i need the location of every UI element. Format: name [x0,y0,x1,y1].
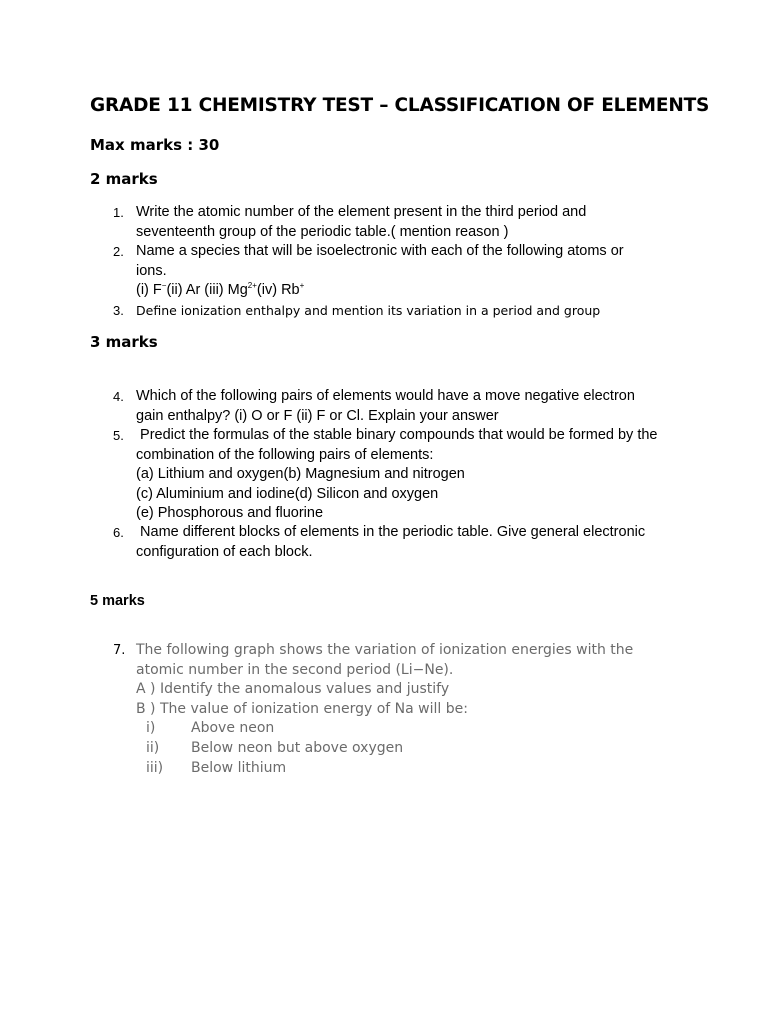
charge-superscript: + [299,281,305,291]
option-item [136,759,693,779]
question-text: Name a species that will be isoelectronic with each of the following atoms or [136,243,624,259]
section-heading-5-marks: 5 marks [90,593,145,609]
question-text: Predict the formulas of the stable binary compounds that would be formed by the [136,427,658,443]
question-number: 7. [113,643,126,658]
question-1 [113,203,693,242]
question-number: 1. [113,205,124,220]
question-number: 6. [113,525,124,540]
option-text: Above neon [191,720,275,737]
question-text: Name different blocks of elements in the periodic table. Give general electronic [136,524,646,540]
question-number: 5. [113,428,124,443]
question-text: combination of the following pairs of elements: [136,446,434,463]
question-2 [113,242,693,301]
question-number: 4. [113,389,124,404]
species-rb: (iv) Rb [256,282,300,299]
question-text: configuration of each block. [136,543,313,560]
question-4 [113,387,693,426]
question-text: A ) Identify the anomalous values and justify [136,681,450,698]
question-text: atomic number in the second period (Li−Ne). [136,661,454,678]
option-text: Below lithium [191,759,287,776]
species-ar-mg: (ii) Ar (iii) Mg [166,282,248,299]
question-number: 3. [113,303,124,318]
option-item [136,739,693,759]
question-text: B ) The value of ionization energy of Na will be: [136,700,468,717]
test-title: GRADE 11 CHEMISTRY TEST – CLASSIFICATION OF ELEMENTS [90,95,710,116]
question-text: Define ionization enthalpy and mention its variation in a period and group [136,303,601,318]
question-5 [113,426,693,524]
option-item [136,719,693,739]
question-number: 2. [113,244,124,259]
option-text: Below neon but above oxygen [191,739,404,756]
question-text: The following graph shows the variation of ionization energies with the [136,642,634,658]
question-text: seventeenth group of the periodic table.( mention reason ) [136,223,509,240]
question-text: (c) Aluminium and iodine(d) Silicon and oxygen [136,485,439,502]
question-6 [113,523,693,562]
question-7 [113,641,693,778]
species-f: (i) F [136,282,162,299]
question-text: Write the atomic number of the element present in the third period and [136,204,587,220]
question-text: Which of the following pairs of elements would have a move negative electron [136,388,635,404]
charge-superscript: − [161,281,167,291]
question-text: gain enthalpy? (i) O or F (ii) F or Cl. Explain your answer [136,407,499,424]
section-heading-2-marks: 2 marks [90,170,158,188]
question-3 [113,301,693,321]
question-text: (a) Lithium and oxygen(b) Magnesium and nitrogen [136,466,465,483]
option-number: i) [146,720,156,737]
section-heading-3-marks: 3 marks [90,333,158,351]
option-number: ii) [146,739,160,756]
option-number: iii) [146,759,164,776]
charge-superscript: 2+ [247,281,257,291]
question-text: ions. [136,262,167,279]
species-list [136,281,693,301]
question-text: (e) Phosphorous and fluorine [136,505,324,522]
max-marks-heading: Max marks : 30 [90,136,220,154]
